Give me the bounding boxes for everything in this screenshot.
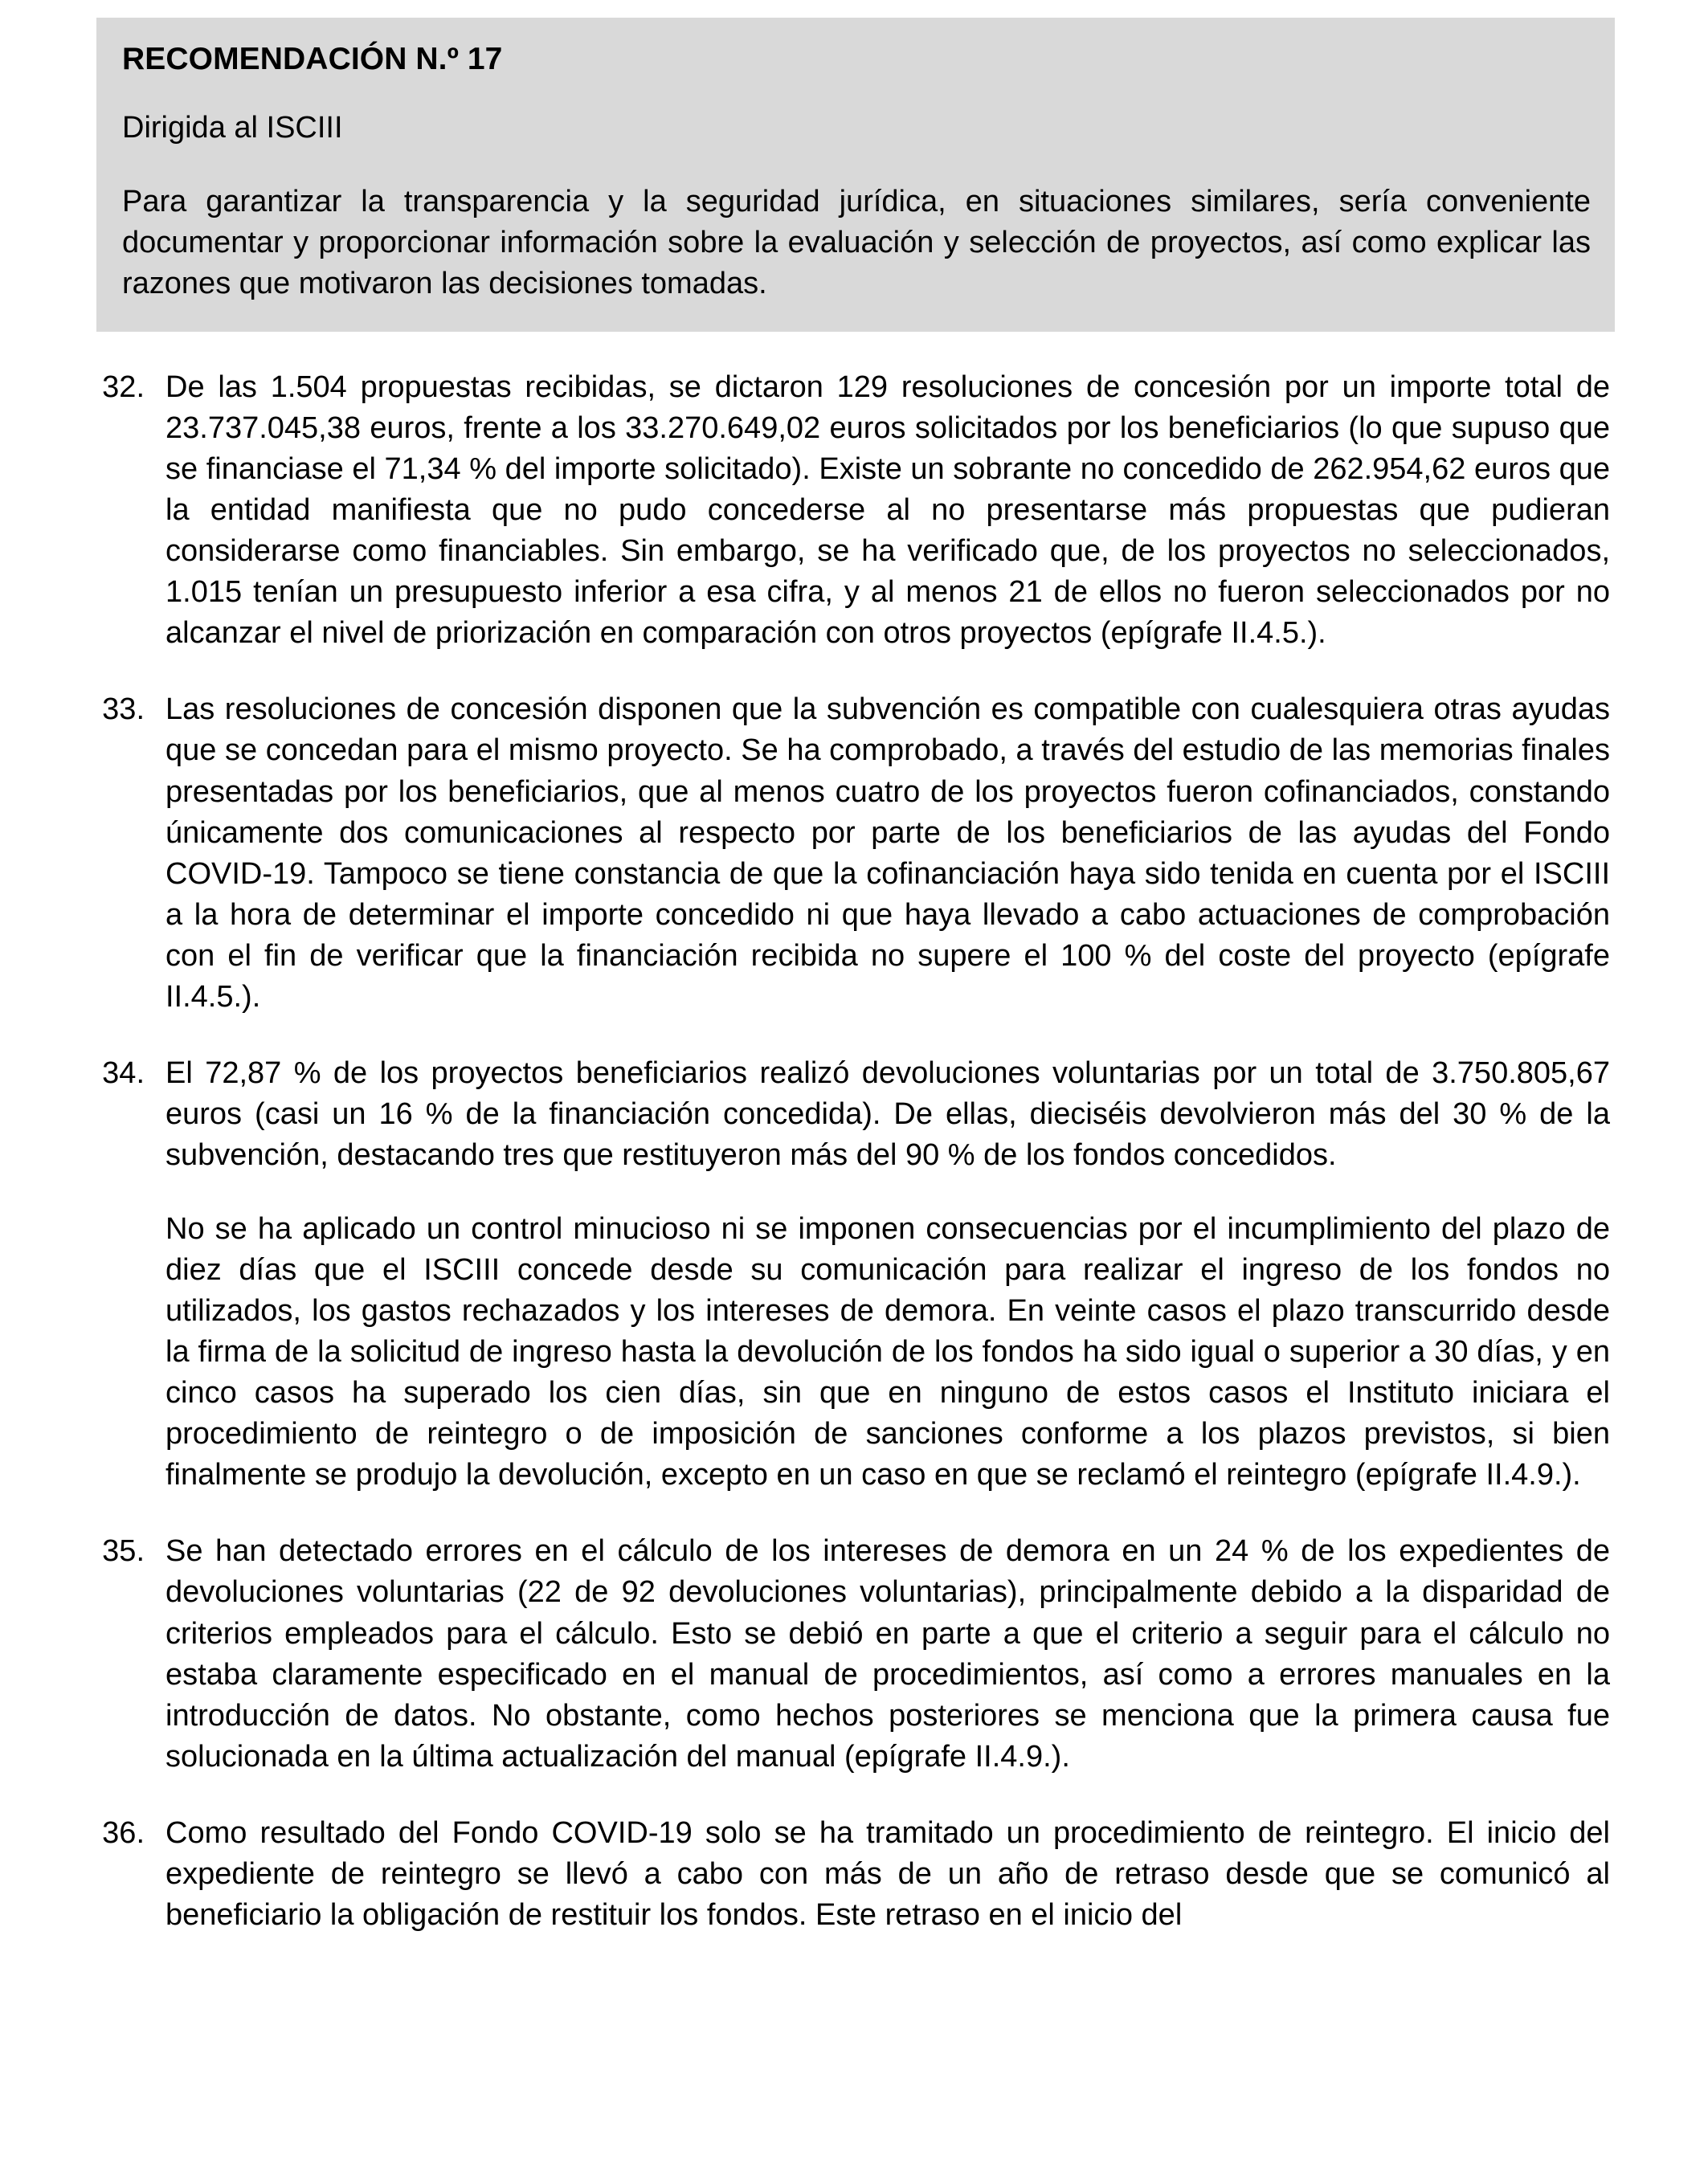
paragraph-item xyxy=(0,367,1708,655)
paragraph-number: 35. xyxy=(102,1534,145,1569)
recommendation-body-text: Para garantizar la transparencia y la seguridad jurídica, en situaciones similares, sería conveniente documentar y proporcionar información sobre la evaluación y selección de proyectos, así como explicar las razones que motivaron las decisiones tomadas. xyxy=(122,184,1591,300)
paragraph-number: 34. xyxy=(102,1056,145,1091)
paragraph-block: No se ha aplicado un control minucioso ni se imponen consecuencias por el incumplimiento del plazo de diez días que el ISCIII concede desde su comunicación para realizar el ingreso de los fondos no utilizados, los gastos rechazados y los intereses de demora. En veinte casos el plazo transcurrido desde la firma de la solicitud de ingreso hasta la devolución de los fondos ha sido igual o superior a 30 días, y en cinco casos ha superado los cien días, sin que en ninguno de estos casos el Instituto iniciara el procedimiento de reintegro o de imposición de sanciones conforme a los plazos previstos, si bien finalmente se produjo la devolución, excepto en un caso en que se reclamó el reintegro (epígrafe II.4.9.). xyxy=(165,1211,1610,1492)
paragraph-block: Se han detectado errores en el cálculo de los intereses de demora en un 24 % de los expedientes de devoluciones voluntarias (22 de 92 devoluciones voluntarias), principalmente debido a la disparidad de criterios empleados para el cálculo. Esto se debió en parte a que el criterio a seguir para el cálculo no estaba claramente especificado en el manual de procedimientos, así como a errores manuales en la introducción de datos. No obstante, como hechos posteriores se menciona que la primera causa fue solucionada en la última actualización del manual (epígrafe II.4.9.). xyxy=(165,1534,1610,1774)
recommendation-addressee: Dirigida al ISCIII xyxy=(122,111,343,145)
paragraph-text xyxy=(165,367,1610,655)
paragraph-text xyxy=(165,1531,1610,1778)
paragraph-item xyxy=(0,1531,1708,1778)
recommendation-box xyxy=(96,18,1615,332)
numbered-paragraph-list xyxy=(0,367,1708,1937)
paragraph-block: Como resultado del Fondo COVID-19 solo se ha tramitado un procedimiento de reintegro. El inicio del expediente de reintegro se llevó a cabo con más de un año de retraso desde que se comunicó al beneficiario la obligación de restituir los fondos. Este retraso en el inicio del xyxy=(165,1815,1610,1933)
paragraph-block: Las resoluciones de concesión disponen que la subvención es compatible con cualesquiera otras ayudas que se concedan para el mismo proyecto. Se ha comprobado, a través del estudio de las memorias finales presentadas por los beneficiarios, que al menos cuatro de los proyectos fueron cofinanciados, constando únicamente dos comunicaciones al respecto por parte de los beneficiarios de las ayudas del Fondo COVID-19. Tampoco se tiene constancia de que la cofinanciación haya sido tenida en cuenta por el ISCIII a la hora de determinar el importe concedido ni que haya llevado a cabo actuaciones de comprobación con el fin de verificar que la financiación recibida no supere el 100 % del coste del proyecto (epígrafe II.4.5.). xyxy=(165,692,1610,1015)
paragraph-text xyxy=(165,689,1610,1018)
paragraph-block: El 72,87 % de los proyectos beneficiarios realizó devoluciones voluntarias por un total de 3.750.805,67 euros (casi un 16 % de la financiación concedida). De ellas, dieciséis devolvieron más del 30 % de la subvención, destacando tres que restituyeron más del 90 % de los fondos concedidos. xyxy=(165,1056,1610,1173)
paragraph-text xyxy=(165,1053,1610,1496)
paragraph-item xyxy=(0,1813,1708,1936)
paragraph-number: 33. xyxy=(102,692,145,727)
paragraph-block: De las 1.504 propuestas recibidas, se dictaron 129 resoluciones de concesión por un importe total de 23.737.045,38 euros, frente a los 33.270.649,02 euros solicitados por los beneficiarios (lo que supuso que se financiase el 71,34 % del importe solicitado). Existe un sobrante no concedido de 262.954,62 euros que la entidad manifiesta que no pudo concederse al no presentarse más propuestas que pudieran considerarse como financiables. Sin embargo, se ha verificado que, de los proyectos no seleccionados, 1.015 tenían un presupuesto inferior a esa cifra, y al menos 21 de ellos no fueron seleccionados por no alcanzar el nivel de priorización en comparación con otros proyectos (epígrafe II.4.5.). xyxy=(165,369,1610,651)
paragraph-number: 32. xyxy=(102,369,145,404)
paragraph-text xyxy=(165,1813,1610,1936)
paragraph-number: 36. xyxy=(102,1815,145,1850)
paragraph-item xyxy=(0,689,1708,1018)
recommendation-title: RECOMENDACIÓN N.º 17 xyxy=(122,42,503,76)
paragraph-item xyxy=(0,1053,1708,1496)
